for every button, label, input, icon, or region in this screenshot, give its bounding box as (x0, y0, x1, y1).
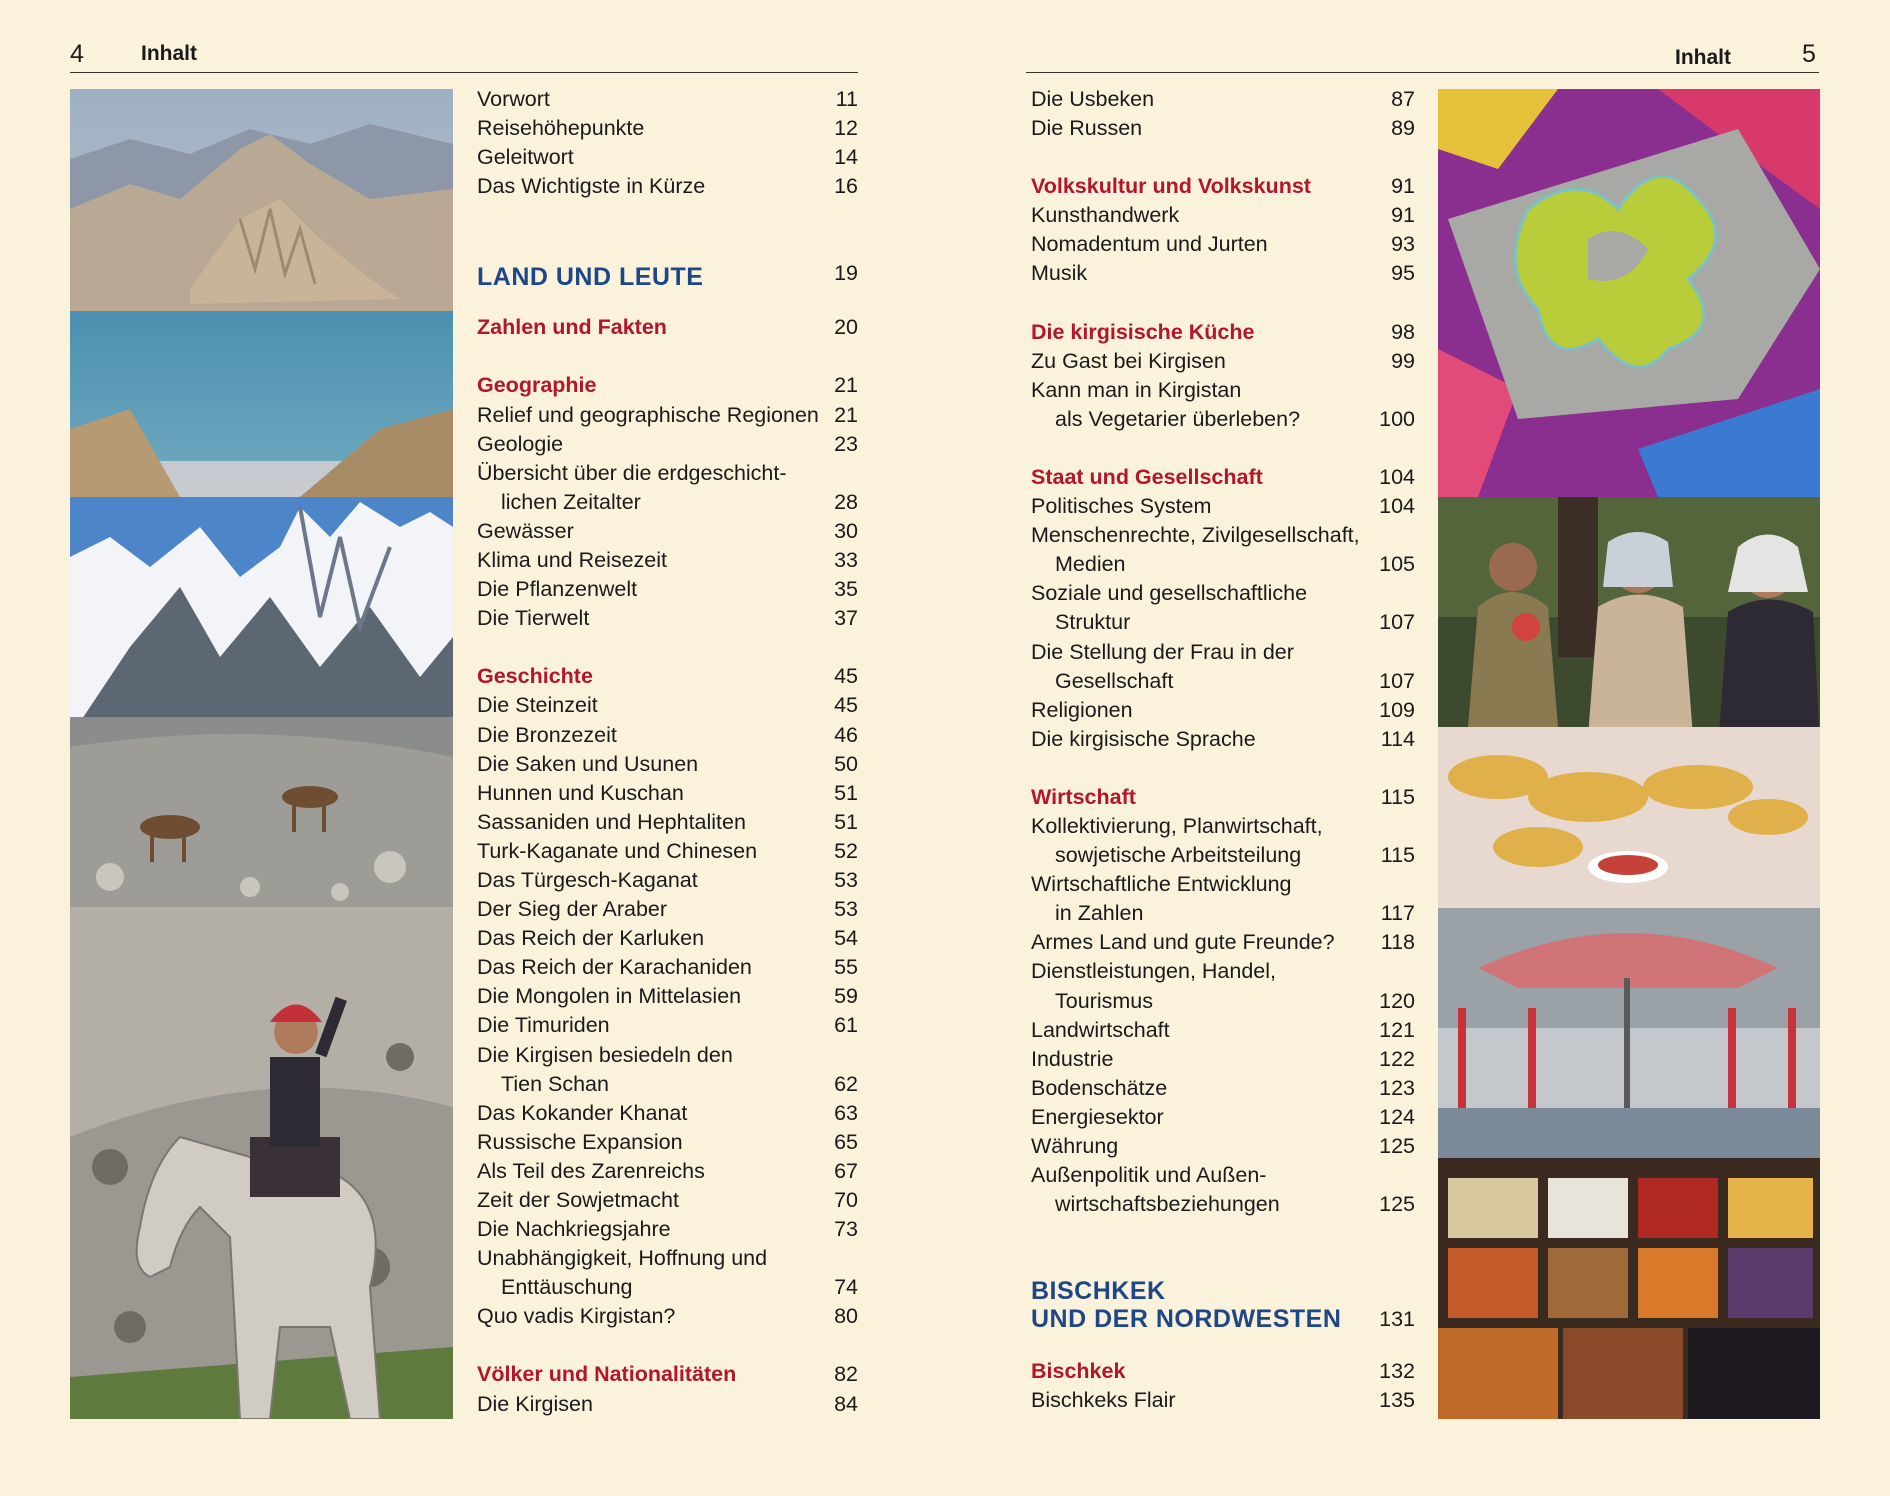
toc-entry[interactable]: lichen Zeitalter 28 (501, 489, 858, 514)
page-number-right: 5 (1802, 40, 1816, 68)
photo-snowy-peaks-ibex (70, 497, 453, 907)
toc-entry[interactable]: Energiesektor 124 (1031, 1104, 1415, 1129)
toc-entry[interactable]: Die Russen 89 (1031, 116, 1415, 141)
toc-entry[interactable]: Vorwort 11 (477, 87, 858, 111)
toc-entry[interactable]: Menschenrechte, Zivilgesellschaft, (1031, 523, 1360, 548)
toc-entry[interactable]: Das Kokander Khanat 63 (477, 1100, 858, 1125)
toc-entry[interactable]: Armes Land und gute Freunde? 118 (1031, 930, 1415, 955)
toc-entry[interactable]: Medien 105 (1055, 552, 1415, 577)
toc-entry[interactable]: Die Timuriden 61 (477, 1013, 858, 1038)
toc-section-heading[interactable]: Bischkek 132 (1031, 1359, 1415, 1384)
toc-entry[interactable]: Gewässer 30 (477, 518, 858, 543)
toc-entry[interactable]: Nomadentum und Jurten 93 (1031, 232, 1415, 257)
toc-entry[interactable]: Geologie 23 (477, 431, 858, 456)
toc-section-heading[interactable]: Staat und Gesellschaft 104 (1031, 464, 1415, 489)
toc-entry[interactable]: Enttäuschung 74 (501, 1275, 858, 1300)
photo-women-meal (1438, 497, 1820, 908)
toc-entry[interactable]: Politisches System 104 (1031, 494, 1415, 519)
toc-part-heading[interactable]: LAND UND LEUTE 19 (477, 261, 858, 292)
toc-section-heading[interactable]: Zahlen und Fakten 20 (477, 315, 858, 340)
photo-bazaar (1438, 908, 1820, 1419)
running-header-right: Inhalt (1675, 46, 1731, 69)
toc-section-heading[interactable]: Wirtschaft 115 (1031, 784, 1415, 809)
toc-entry[interactable]: Religionen 109 (1031, 697, 1415, 722)
toc-entry[interactable]: wirtschaftsbeziehungen 125 (1055, 1192, 1415, 1217)
toc-entry[interactable]: Hunnen und Kuschan 51 (477, 780, 858, 805)
toc-section-heading[interactable]: Geschichte 45 (477, 664, 858, 689)
toc-entry[interactable]: Als Teil des Zarenreichs 67 (477, 1158, 858, 1183)
toc-entry[interactable]: Die Kirgisen besiedeln den (477, 1042, 733, 1067)
toc-section-heading[interactable]: Volkskultur und Volkskunst 91 (1031, 174, 1415, 199)
toc-entry[interactable]: Die kirgisische Sprache 114 (1031, 726, 1415, 751)
toc-entry[interactable]: Tourismus 120 (1055, 988, 1415, 1013)
toc-entry[interactable]: Die Nachkriegsjahre 73 (477, 1217, 858, 1242)
toc-entry[interactable]: Soziale und gesellschaftliche (1031, 581, 1308, 606)
toc-section-heading[interactable]: Die kirgisische Küche 98 (1031, 319, 1415, 344)
toc-right (1031, 85, 1415, 1415)
photo-woman-on-horse (70, 907, 453, 1419)
photo-felt-carpet (1438, 89, 1820, 497)
toc-left (477, 85, 858, 1419)
toc-entry[interactable]: Das Türgesch-Kaganat 53 (477, 867, 858, 892)
toc-entry[interactable]: Sassaniden und Hephtaliten 51 (477, 809, 858, 834)
toc-entry[interactable]: Die Bronzezeit 46 (477, 722, 858, 747)
toc-entry[interactable]: Übersicht über die erdgeschicht- (477, 460, 787, 485)
toc-entry[interactable]: Kunsthandwerk 91 (1031, 203, 1415, 228)
toc-entry[interactable]: Unabhängigkeit, Hoffnung und (477, 1246, 768, 1271)
toc-entry[interactable]: Relief und geographische Regionen 21 (477, 402, 858, 427)
header-rule-left (70, 72, 858, 73)
toc-entry[interactable]: sowjetische Arbeitsteilung 115 (1055, 843, 1415, 868)
toc-entry[interactable]: Wirtschaftliche Entwicklung (1031, 872, 1292, 897)
toc-entry[interactable]: Die Tierwelt 37 (477, 606, 858, 631)
toc-entry[interactable]: Geleitwort 14 (477, 145, 858, 170)
toc-entry[interactable]: Zeit der Sowjetmacht 70 (477, 1188, 858, 1212)
right-page (945, 0, 1890, 1496)
toc-entry[interactable]: Bodenschätze 123 (1031, 1075, 1415, 1100)
toc-entry[interactable]: Die Pflanzenwelt 35 (477, 577, 858, 602)
toc-entry[interactable]: Landwirtschaft 121 (1031, 1017, 1415, 1042)
toc-entry[interactable]: Das Reich der Karluken 54 (477, 926, 858, 951)
toc-entry[interactable]: Das Wichtigste in Kürze 16 (477, 174, 858, 199)
toc-entry[interactable]: Währung 125 (1031, 1134, 1415, 1158)
toc-section-heading[interactable]: Völker und Nationalitäten 82 (477, 1362, 858, 1387)
toc-entry[interactable]: Die Stellung der Frau in der (1031, 639, 1294, 664)
toc-part-heading[interactable]: UND DER NORDWESTEN 131 (1031, 1305, 1415, 1334)
toc-entry[interactable]: Die Steinzeit 45 (477, 693, 858, 718)
toc-entry[interactable]: Die Usbeken 87 (1031, 87, 1415, 111)
toc-entry[interactable]: Industrie 122 (1031, 1046, 1415, 1071)
toc-entry[interactable]: in Zahlen 117 (1055, 901, 1415, 926)
toc-entry[interactable]: Klima und Reisezeit 33 (477, 548, 858, 573)
toc-entry[interactable]: Die Mongolen in Mittelasien 59 (477, 984, 858, 1009)
toc-entry[interactable]: Turk-Kaganate und Chinesen 52 (477, 838, 858, 863)
toc-entry[interactable]: Kollektivierung, Planwirtschaft, (1031, 813, 1323, 838)
toc-entry[interactable]: Das Reich der Karachaniden 55 (477, 955, 858, 980)
toc-entry[interactable]: Musik 95 (1031, 261, 1415, 286)
toc-entry[interactable]: Die Saken und Usunen 50 (477, 751, 858, 776)
toc-entry[interactable]: Zu Gast bei Kirgisen 99 (1031, 348, 1415, 373)
toc-part-heading[interactable]: BISCHKEK (1031, 1277, 1166, 1306)
toc-entry[interactable]: Kann man in Kirgistan (1031, 377, 1242, 402)
page-number-left: 4 (70, 40, 84, 68)
toc-entry[interactable]: Struktur 107 (1055, 610, 1415, 635)
toc-entry[interactable]: Dienstleistungen, Handel, (1031, 959, 1277, 984)
header-rule-right (1026, 72, 1819, 73)
toc-entry[interactable]: Tien Schan 62 (501, 1071, 858, 1096)
toc-entry[interactable]: Außenpolitik und Außen- (1031, 1163, 1267, 1188)
toc-entry[interactable]: Bischkeks Flair 135 (1031, 1388, 1415, 1413)
toc-entry[interactable]: Die Kirgisen 84 (477, 1391, 858, 1416)
toc-entry[interactable]: Reisehöhepunkte 12 (477, 116, 858, 141)
running-header-left: Inhalt (141, 42, 197, 65)
photo-mountain-lake (70, 89, 453, 497)
toc-section-heading[interactable]: Geographie 21 (477, 373, 858, 398)
toc-entry[interactable]: Gesellschaft 107 (1055, 668, 1415, 693)
toc-entry[interactable]: Der Sieg der Araber 53 (477, 897, 858, 922)
toc-entry[interactable]: als Vegetarier überleben? 100 (1055, 406, 1415, 431)
toc-entry[interactable]: Russische Expansion 65 (477, 1129, 858, 1154)
toc-entry[interactable]: Quo vadis Kirgistan? 80 (477, 1304, 858, 1329)
